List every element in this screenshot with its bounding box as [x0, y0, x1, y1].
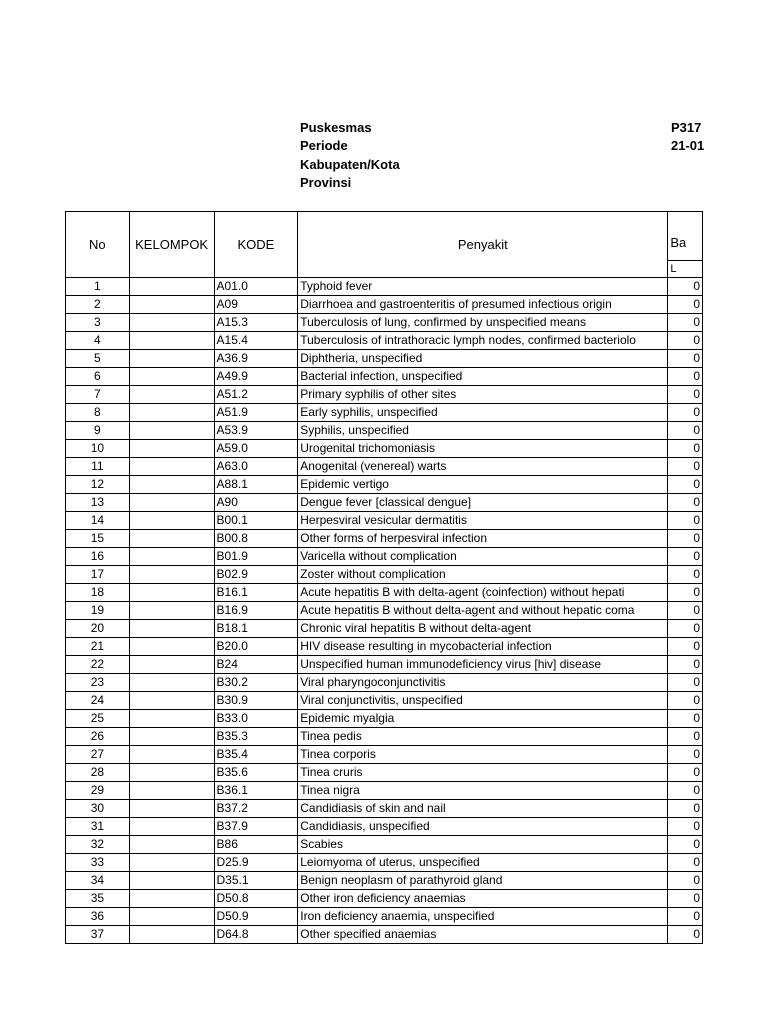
cell-no[interactable]: 34: [66, 872, 130, 890]
cell-kelompok[interactable]: [129, 818, 214, 836]
cell-kelompok[interactable]: [129, 584, 214, 602]
table-row: [66, 332, 703, 350]
cell-penyakit[interactable]: Tinea nigra: [298, 782, 668, 800]
kabupaten-label: Kabupaten/Kota: [300, 156, 400, 172]
table-row: [66, 656, 703, 674]
cell-l[interactable]: 0: [668, 890, 703, 908]
cell-kode[interactable]: B35.3: [214, 728, 298, 746]
header-group-partial: [668, 212, 703, 261]
cell-kelompok[interactable]: [129, 458, 214, 476]
cell-l[interactable]: 0: [668, 674, 703, 692]
table-row: [66, 692, 703, 710]
cell-no[interactable]: 7: [66, 386, 130, 404]
table-row: [66, 638, 703, 656]
cell-l[interactable]: 0: [668, 926, 703, 944]
cell-no[interactable]: 2: [66, 296, 130, 314]
header-group-text: Ba: [670, 234, 687, 250]
cell-no[interactable]: 13: [66, 494, 130, 512]
cell-kode[interactable]: B37.2: [214, 800, 298, 818]
cell-kelompok[interactable]: [129, 512, 214, 530]
table-row: [66, 710, 703, 728]
cell-kode[interactable]: A63.0: [214, 458, 298, 476]
cell-kode[interactable]: D50.8: [214, 890, 298, 908]
header-kode: KODE: [214, 212, 298, 278]
periode-label: Periode: [300, 138, 348, 154]
cell-l[interactable]: 0: [668, 350, 703, 368]
cell-kelompok[interactable]: [129, 782, 214, 800]
cell-penyakit[interactable]: Acute hepatitis B without delta-agent and without hepatic coma: [298, 602, 668, 620]
cell-kelompok[interactable]: [129, 386, 214, 404]
cell-kelompok[interactable]: [129, 656, 214, 674]
cell-kode[interactable]: B00.1: [214, 512, 298, 530]
provinsi-label: Provinsi: [300, 174, 352, 190]
cell-kode[interactable]: B16.1: [214, 584, 298, 602]
cell-kelompok[interactable]: [129, 530, 214, 548]
cell-l[interactable]: 0: [668, 782, 703, 800]
cell-penyakit[interactable]: Epidemic myalgia: [298, 710, 668, 728]
table-row: [66, 386, 703, 404]
cell-no[interactable]: 14: [66, 512, 130, 530]
cell-penyakit[interactable]: Viral pharyngoconjunctivitis: [298, 674, 668, 692]
cell-l[interactable]: 0: [668, 584, 703, 602]
table-row: [66, 476, 703, 494]
cell-penyakit[interactable]: Benign neoplasm of parathyroid gland: [298, 872, 668, 890]
cell-kode[interactable]: B24: [214, 656, 298, 674]
cell-penyakit[interactable]: Varicella without complication: [298, 548, 668, 566]
cell-kelompok[interactable]: [129, 728, 214, 746]
cell-no[interactable]: 17: [66, 566, 130, 584]
cell-kode[interactable]: B30.9: [214, 692, 298, 710]
table-row: [66, 566, 703, 584]
table-row: [66, 800, 703, 818]
table-row: [66, 368, 703, 386]
cell-kelompok[interactable]: [129, 638, 214, 656]
table-row: [66, 746, 703, 764]
cell-l[interactable]: 0: [668, 278, 703, 296]
cell-kode[interactable]: B33.0: [214, 710, 298, 728]
cell-penyakit[interactable]: Tuberculosis of intrathoracic lymph nodes, confirmed bacteriolo: [298, 332, 668, 350]
puskesmas-value: P317: [671, 120, 702, 135]
cell-kode[interactable]: D35.1: [214, 872, 298, 890]
cell-kelompok[interactable]: [129, 908, 214, 926]
cell-l[interactable]: 0: [668, 368, 703, 386]
cell-penyakit[interactable]: Other forms of herpesviral infection: [298, 530, 668, 548]
cell-penyakit[interactable]: Chronic viral hepatitis B without delta-agent: [298, 620, 668, 638]
cell-no[interactable]: 36: [66, 908, 130, 926]
cell-penyakit[interactable]: Bacterial infection, unspecified: [298, 368, 668, 386]
cell-kelompok[interactable]: [129, 800, 214, 818]
table-row: [66, 422, 703, 440]
cell-l[interactable]: 0: [668, 332, 703, 350]
cell-penyakit[interactable]: Acute hepatitis B with delta-agent (coinfection) without hepati: [298, 584, 668, 602]
cell-kelompok[interactable]: [129, 440, 214, 458]
cell-kode[interactable]: A88.1: [214, 476, 298, 494]
cell-no[interactable]: 12: [66, 476, 130, 494]
cell-kelompok[interactable]: [129, 692, 214, 710]
cell-kelompok[interactable]: [129, 764, 214, 782]
cell-kode[interactable]: A15.3: [214, 314, 298, 332]
cell-no[interactable]: 18: [66, 584, 130, 602]
cell-penyakit[interactable]: Typhoid fever: [298, 278, 668, 296]
cell-penyakit[interactable]: Tinea corporis: [298, 746, 668, 764]
cell-no[interactable]: 19: [66, 602, 130, 620]
cell-l[interactable]: 0: [668, 620, 703, 638]
cell-l[interactable]: 0: [668, 386, 703, 404]
cell-penyakit[interactable]: Candidiasis of skin and nail: [298, 800, 668, 818]
cell-no[interactable]: 28: [66, 764, 130, 782]
cell-kode[interactable]: A51.2: [214, 386, 298, 404]
table-row: [66, 602, 703, 620]
header-kelompok: KELOMPOK: [129, 212, 214, 278]
cell-no[interactable]: 31: [66, 818, 130, 836]
cell-l[interactable]: 0: [668, 548, 703, 566]
table-row: [66, 782, 703, 800]
cell-no[interactable]: 10: [66, 440, 130, 458]
cell-penyakit[interactable]: Syphilis, unspecified: [298, 422, 668, 440]
cell-kode[interactable]: B20.0: [214, 638, 298, 656]
cell-no[interactable]: 27: [66, 746, 130, 764]
table-row: [66, 440, 703, 458]
cell-penyakit[interactable]: Epidemic vertigo: [298, 476, 668, 494]
table-row: [66, 674, 703, 692]
cell-penyakit[interactable]: Other specified anaemias: [298, 926, 668, 944]
cell-kode[interactable]: A90: [214, 494, 298, 512]
table-row: [66, 872, 703, 890]
cell-penyakit[interactable]: Early syphilis, unspecified: [298, 404, 668, 422]
cell-kelompok[interactable]: [129, 314, 214, 332]
header-row: [66, 212, 703, 261]
cell-kode[interactable]: B01.9: [214, 548, 298, 566]
cell-kode[interactable]: A49.9: [214, 368, 298, 386]
cell-no[interactable]: 37: [66, 926, 130, 944]
cell-no[interactable]: 23: [66, 674, 130, 692]
cell-l[interactable]: 0: [668, 872, 703, 890]
table-row: [66, 548, 703, 566]
cell-kode[interactable]: A01.0: [214, 278, 298, 296]
cell-kelompok[interactable]: [129, 854, 214, 872]
cell-no[interactable]: 25: [66, 710, 130, 728]
table-row: [66, 620, 703, 638]
table-row: [66, 530, 703, 548]
cell-no[interactable]: 16: [66, 548, 130, 566]
cell-kode[interactable]: A36.9: [214, 350, 298, 368]
cell-kelompok[interactable]: [129, 746, 214, 764]
cell-no[interactable]: 21: [66, 638, 130, 656]
cell-kode[interactable]: D64.8: [214, 926, 298, 944]
table-row: [66, 494, 703, 512]
table-row: [66, 296, 703, 314]
cell-l[interactable]: 0: [668, 476, 703, 494]
table-row: [66, 314, 703, 332]
table-row: [66, 836, 703, 854]
cell-kelompok[interactable]: [129, 494, 214, 512]
cell-penyakit[interactable]: Diarrhoea and gastroenteritis of presumed infectious origin: [298, 296, 668, 314]
cell-no[interactable]: 30: [66, 800, 130, 818]
cell-kelompok[interactable]: [129, 836, 214, 854]
cell-kode[interactable]: A51.9: [214, 404, 298, 422]
cell-kelompok[interactable]: [129, 926, 214, 944]
cell-penyakit[interactable]: Leiomyoma of uterus, unspecified: [298, 854, 668, 872]
periode-value: 21-01: [671, 138, 705, 154]
cell-no[interactable]: 33: [66, 854, 130, 872]
cell-penyakit[interactable]: Urogenital trichomoniasis: [298, 440, 668, 458]
cell-l[interactable]: 0: [668, 512, 703, 530]
table-row: [66, 278, 703, 296]
cell-l[interactable]: 0: [668, 800, 703, 818]
cell-kelompok[interactable]: [129, 404, 214, 422]
table-row: [66, 854, 703, 872]
cell-l[interactable]: 0: [668, 314, 703, 332]
cell-penyakit[interactable]: Scabies: [298, 836, 668, 854]
cell-penyakit[interactable]: Iron deficiency anaemia, unspecified: [298, 908, 668, 926]
cell-kode[interactable]: B37.9: [214, 818, 298, 836]
table-row: [66, 512, 703, 530]
cell-kode[interactable]: D25.9: [214, 854, 298, 872]
cell-kode[interactable]: A59.0: [214, 440, 298, 458]
header-sub-l: L: [668, 261, 703, 278]
cell-l[interactable]: 0: [668, 746, 703, 764]
cell-no[interactable]: 15: [66, 530, 130, 548]
cell-no[interactable]: 4: [66, 332, 130, 350]
cell-l[interactable]: 0: [668, 854, 703, 872]
cell-penyakit[interactable]: Viral conjunctivitis, unspecified: [298, 692, 668, 710]
cell-no[interactable]: 29: [66, 782, 130, 800]
cell-kelompok[interactable]: [129, 872, 214, 890]
table-row: [66, 818, 703, 836]
cell-l[interactable]: 0: [668, 566, 703, 584]
table-row: [66, 404, 703, 422]
cell-kode[interactable]: B86: [214, 836, 298, 854]
cell-kode[interactable]: B18.1: [214, 620, 298, 638]
cell-kode[interactable]: B16.9: [214, 602, 298, 620]
cell-penyakit[interactable]: Unspecified human immunodeficiency virus [hiv] disease: [298, 656, 668, 674]
cell-l[interactable]: 0: [668, 638, 703, 656]
table-row: [66, 350, 703, 368]
cell-no[interactable]: 24: [66, 692, 130, 710]
cell-kode[interactable]: B35.6: [214, 764, 298, 782]
cell-no[interactable]: 9: [66, 422, 130, 440]
cell-kelompok[interactable]: [129, 710, 214, 728]
cell-no[interactable]: 11: [66, 458, 130, 476]
cell-kelompok[interactable]: [129, 620, 214, 638]
cell-kode[interactable]: B35.4: [214, 746, 298, 764]
header-penyakit: Penyakit: [298, 212, 668, 278]
cell-l[interactable]: 0: [668, 404, 703, 422]
cell-penyakit[interactable]: Other iron deficiency anaemias: [298, 890, 668, 908]
cell-kode[interactable]: B30.2: [214, 674, 298, 692]
cell-penyakit[interactable]: Dengue fever [classical dengue]: [298, 494, 668, 512]
cell-kelompok[interactable]: [129, 566, 214, 584]
cell-no[interactable]: 3: [66, 314, 130, 332]
cell-penyakit[interactable]: Primary syphilis of other sites: [298, 386, 668, 404]
cell-penyakit[interactable]: Tinea pedis: [298, 728, 668, 746]
table-row: [66, 728, 703, 746]
cell-l[interactable]: 0: [668, 908, 703, 926]
cell-penyakit[interactable]: Tuberculosis of lung, confirmed by unspecified means: [298, 314, 668, 332]
cell-l[interactable]: 0: [668, 818, 703, 836]
cell-kode[interactable]: D50.9: [214, 908, 298, 926]
cell-l[interactable]: 0: [668, 494, 703, 512]
table-row: [66, 926, 703, 944]
cell-kode[interactable]: A15.4: [214, 332, 298, 350]
cell-penyakit[interactable]: Herpesviral vesicular dermatitis: [298, 512, 668, 530]
cell-penyakit[interactable]: Zoster without complication: [298, 566, 668, 584]
cell-no[interactable]: 5: [66, 350, 130, 368]
cell-no[interactable]: 8: [66, 404, 130, 422]
disease-table: [65, 211, 703, 944]
table-row: [66, 908, 703, 926]
header-no: No: [66, 212, 130, 278]
cell-no[interactable]: 1: [66, 278, 130, 296]
cell-kelompok[interactable]: [129, 548, 214, 566]
cell-l[interactable]: 0: [668, 602, 703, 620]
cell-l[interactable]: 0: [668, 710, 703, 728]
cell-l[interactable]: 0: [668, 458, 703, 476]
cell-penyakit[interactable]: Tinea cruris: [298, 764, 668, 782]
cell-l[interactable]: 0: [668, 422, 703, 440]
cell-l[interactable]: 0: [668, 728, 703, 746]
cell-no[interactable]: 35: [66, 890, 130, 908]
cell-penyakit[interactable]: HIV disease resulting in mycobacterial infection: [298, 638, 668, 656]
cell-kelompok[interactable]: [129, 674, 214, 692]
cell-no[interactable]: 20: [66, 620, 130, 638]
cell-kode[interactable]: B36.1: [214, 782, 298, 800]
cell-kelompok[interactable]: [129, 476, 214, 494]
cell-l[interactable]: 0: [668, 692, 703, 710]
cell-kelompok[interactable]: [129, 602, 214, 620]
table-row: [66, 764, 703, 782]
table-row: [66, 458, 703, 476]
cell-l[interactable]: 0: [668, 764, 703, 782]
cell-kode[interactable]: A09: [214, 296, 298, 314]
table-row: [66, 584, 703, 602]
cell-kelompok[interactable]: [129, 296, 214, 314]
cell-no[interactable]: 26: [66, 728, 130, 746]
cell-kode[interactable]: B02.9: [214, 566, 298, 584]
cell-l[interactable]: 0: [668, 836, 703, 854]
cell-penyakit[interactable]: Anogenital (venereal) warts: [298, 458, 668, 476]
cell-l[interactable]: 0: [668, 440, 703, 458]
cell-l[interactable]: 0: [668, 296, 703, 314]
cell-kelompok[interactable]: [129, 278, 214, 296]
cell-l[interactable]: 0: [668, 656, 703, 674]
cell-kelompok[interactable]: [129, 332, 214, 350]
table-row: [66, 890, 703, 908]
cell-l[interactable]: 0: [668, 530, 703, 548]
cell-kelompok[interactable]: [129, 368, 214, 386]
cell-kelompok[interactable]: [129, 422, 214, 440]
cell-kelompok[interactable]: [129, 350, 214, 368]
cell-penyakit[interactable]: Diphtheria, unspecified: [298, 350, 668, 368]
cell-kode[interactable]: B00.8: [214, 530, 298, 548]
cell-no[interactable]: 32: [66, 836, 130, 854]
cell-no[interactable]: 22: [66, 656, 130, 674]
cell-no[interactable]: 6: [66, 368, 130, 386]
puskesmas-label: Puskesmas: [300, 120, 372, 135]
cell-kode[interactable]: A53.9: [214, 422, 298, 440]
cell-penyakit[interactable]: Candidiasis, unspecified: [298, 818, 668, 836]
table-body: [66, 278, 703, 944]
cell-kelompok[interactable]: [129, 890, 214, 908]
